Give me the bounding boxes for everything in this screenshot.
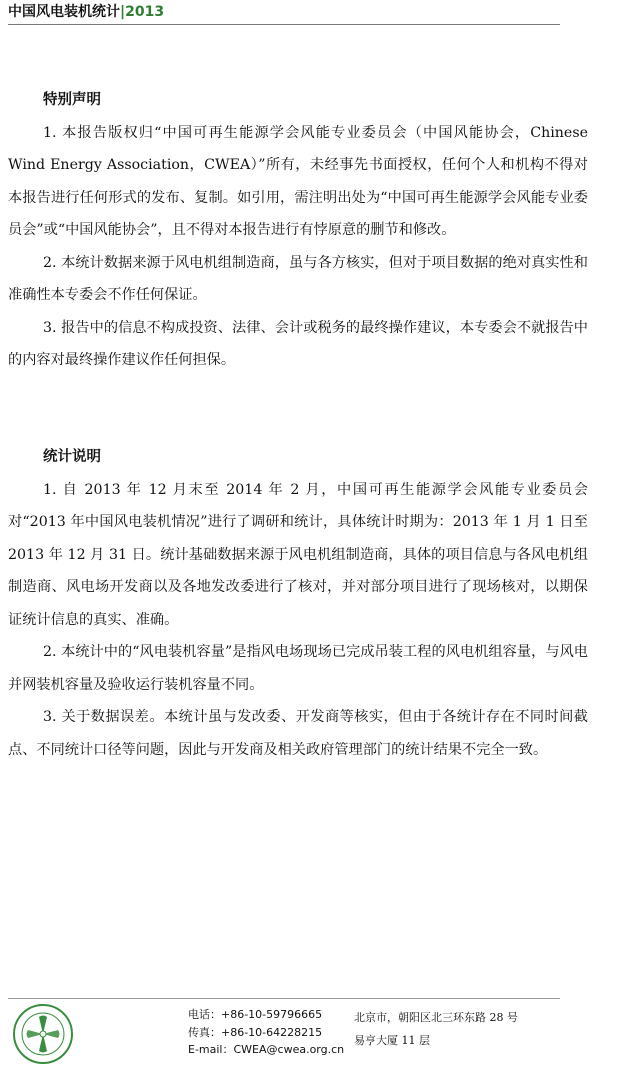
- statistics-notes-paragraph-3: 3. 关于数据误差。本统计虽与发改委、开发商等核实，但由于各统计存在不同时间截点、不同统计口径等问题，因此与开发商及相关政府管理部门的统计结果不完全一致。: [8, 709, 588, 758]
- address-line-1: 北京市，朝阳区北三环东路 28 号: [354, 1011, 518, 1024]
- statistics-notes-paragraph-2: 2. 本统计中的“风电装机容量”是指风电场现场已完成吊装工程的风电机组容量，与风电并网装机容量及验收运行装机容量不同。: [8, 644, 588, 693]
- special-statement-paragraph-3: 3. 报告中的信息不构成投资、法律、会计或税务的最终操作建议，本专委会不就报告中的内容对最终操作建议作任何担保。: [8, 319, 588, 368]
- page-header: [8, 2, 560, 25]
- statistics-notes-section: [8, 441, 588, 766]
- cwea-logo-icon: [12, 1003, 74, 1065]
- fax-number: 传真：+86-10-64228215: [188, 1025, 323, 1039]
- special-statement-paragraph-2: 2. 本统计数据来源于风电机组制造商，虽与各方核实，但对于项目数据的绝对真实性和准确性本专委会不作任何保证。: [8, 254, 588, 303]
- postal-address: [354, 1006, 518, 1052]
- header-year: 2013: [125, 4, 165, 20]
- footer-divider: [8, 998, 560, 999]
- email-address[interactable]: E-mail：CWEA@cwea.org.cn: [188, 1043, 345, 1056]
- cwea-logo: [12, 1003, 74, 1065]
- statistics-notes-paragraph-1: 1. 自 2013 年 12 月末至 2014 年 2 月，中国可再生能源学会风能专业委员会对“2013 年中国风电装机情况”进行了调研和统计，具体统计时期为：2013 年 1 月 1 日至 2013 年 12 月 31 日。统计基础数据来源于风电机组制造商，具体的项目信息与各风电机组制造商、风电场开发商以及各地发改委进行了核对，并对部分项目进行了现场核对，以期保证统计信息的真实、准确。: [8, 481, 588, 628]
- statistics-notes-title: 统计说明: [43, 449, 101, 465]
- special-statement-title: 特别声明: [43, 92, 101, 108]
- special-statement-paragraph-1: 1. 本报告版权归“中国可再生能源学会风能专业委员会（中国风能协会，Chinese Wind Energy Association，CWEA）”所有，未经事先书面授权，任何个人和机构不得对本报告进行任何形式的发布、复制。如引用，需注明出处为“中国可再生能源学会风能专业委员会”或“中国风能协会”，且不得对本报告进行有悖原意的删节和修改。: [8, 124, 588, 238]
- address-line-2: 易亨大厦 11 层: [354, 1034, 430, 1047]
- contact-info: [188, 1006, 344, 1059]
- special-statement-section: [8, 84, 588, 377]
- phone-number: 电话：+86-10-59796665: [188, 1008, 323, 1021]
- header-title: 中国风电装机统计: [8, 4, 120, 20]
- header-separator: |: [120, 4, 126, 20]
